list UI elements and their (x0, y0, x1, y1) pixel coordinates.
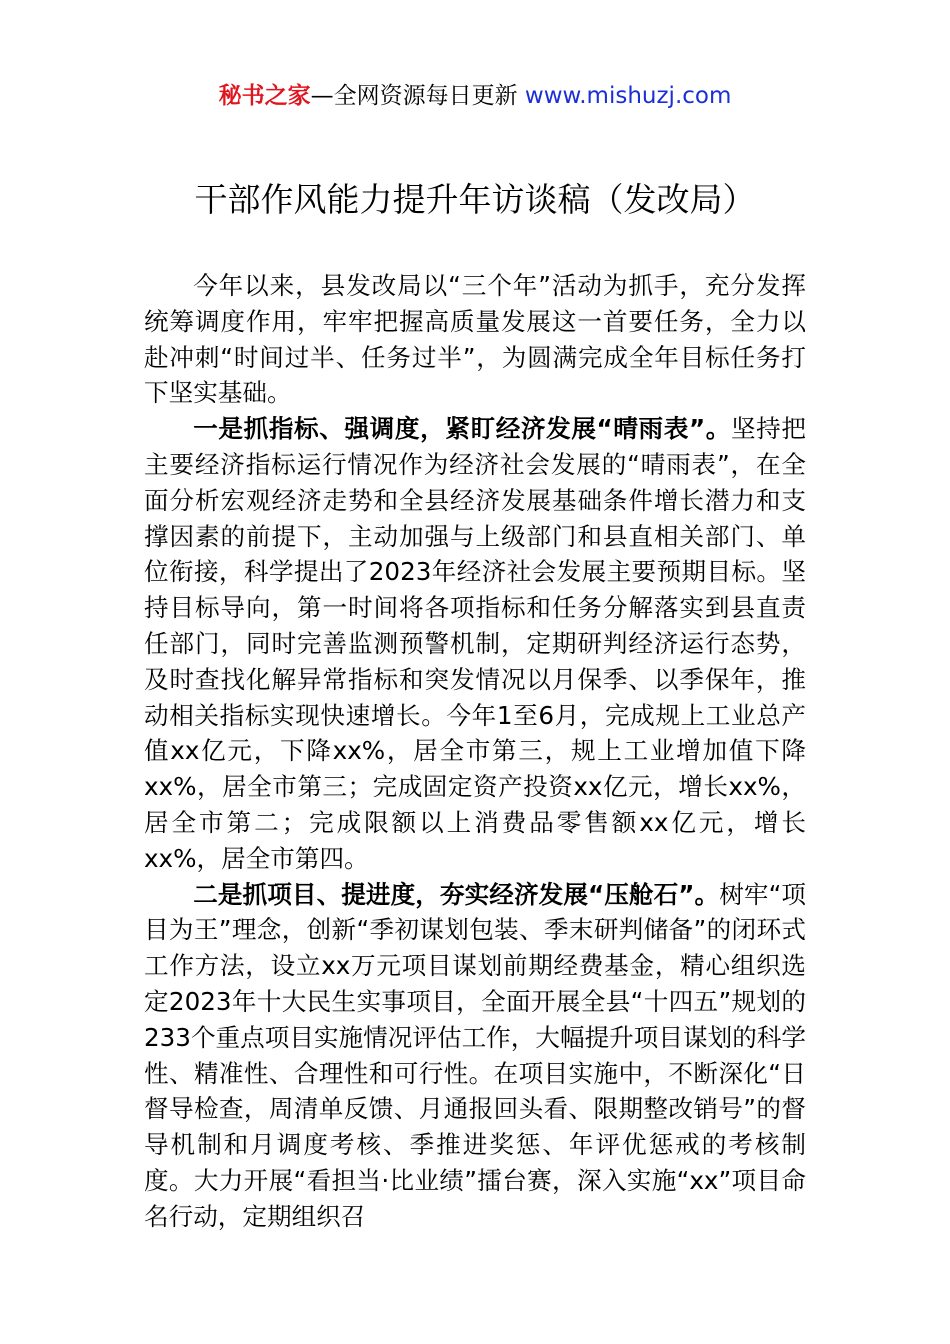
paragraph-text: 今年以来，县发改局以“三个年”活动为抓手，充分发挥统筹调度作用，牢牢把握高质量发展这一首要任务，全力以赴冲刺“时间过半、任务过半”，为圆满完成全年目标任务打下坚实基础。 (144, 271, 806, 408)
document-body (144, 268, 806, 1235)
paragraph-intro (144, 268, 806, 411)
document-title: 干部作风能力提升年访谈稿（发改局） (194, 180, 756, 219)
site-url-link[interactable]: www.mishuzj.com (524, 83, 732, 109)
paragraph-lead: 二是抓项目、提进度，夯实经济发展“压舱石”。 (193, 879, 720, 909)
paragraph-indicators (144, 411, 806, 876)
paragraph-text: 坚持把主要经济指标运行情况作为经济社会发展的“晴雨表”，在全面分析宏观经济走势和全县经济发展基础条件增长潜力和支撑因素的前提下，主动加强与上级部门和县直相关部门、单位衔接，科学提出了2023年经济社会发展主要预期目标。坚持目标导向，第一时间将各项指标和任务分解落实到县直责任部门，同时完善监测预警机制，定期研判经济运行态势，及时查找化解异常指标和突发情况以月保季、以季保年，推动相关指标实现快速增长。今年1至6月，完成规上工业总产值xx亿元，下降xx%，居全市第三，规上工业增加值下降xx%，居全市第三；完成固定资产投资xx亿元，增长xx%，居全市第二；完成限额以上消费品零售额xx亿元，增长xx%，居全市第四。 (144, 414, 806, 873)
paragraph-text: 树牢“项目为王”理念，创新“季初谋划包装、季末研判储备”的闭环式工作方法，设立xx万元项目谋划前期经费基金，精心组织选定2023年十大民生实事项目，全面开展全县“十四五”规划的233个重点项目实施情况评估工作，大幅提升项目谋划的科学性、精准性、合理性和可行性。在项目实施中，不断深化“日督导检查，周清单反馈、月通报回头看、限期整改销号”的督导机制和月调度考核、季推进奖惩、年评优惩戒的考核制度。大力开展“看担当·比业绩”擂台赛，深入实施“xx”项目命名行动，定期组织召 (144, 879, 806, 1231)
paragraph-lead: 一是抓指标、强调度，紧盯经济发展“晴雨表”。 (193, 414, 731, 444)
site-brand: 秘书之家 (218, 83, 311, 109)
paragraph-projects (144, 877, 806, 1235)
site-tagline: —全网资源每日更新 (310, 83, 525, 109)
site-header (0, 80, 950, 112)
